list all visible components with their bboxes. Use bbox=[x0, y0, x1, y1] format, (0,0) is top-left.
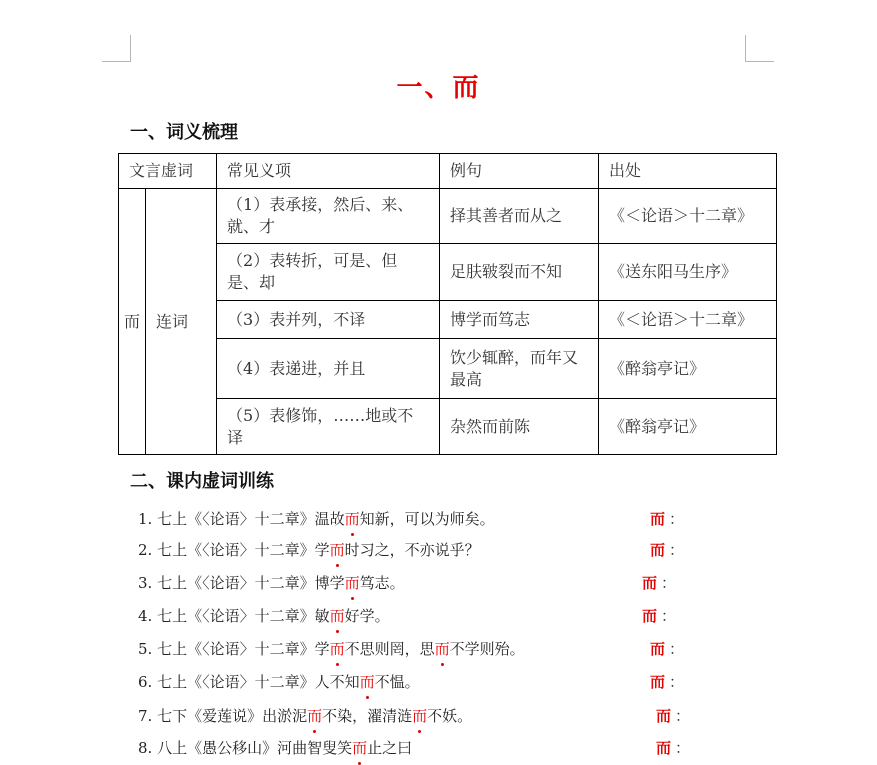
answer-blank[interactable]: 而 ： bbox=[642, 574, 677, 592]
meaning-cell: （5）表修饰，……地或不译 bbox=[217, 399, 440, 455]
answer-blank[interactable]: 而 ： bbox=[650, 541, 685, 559]
exercise-item: 6. 七上《〈论语〉十二章》人不知而不愠。 bbox=[138, 673, 420, 691]
exercise-item: 8. 八上《愚公移山》河曲智叟笑而止之曰 bbox=[138, 739, 413, 757]
example-cell: 杂然而前陈 bbox=[440, 399, 599, 455]
source-cell: 《＜论语＞十二章》 bbox=[599, 301, 777, 339]
emphasized-word: 而 bbox=[344, 574, 360, 592]
emphasized-word: 而 bbox=[412, 707, 428, 725]
section-heading-vocabulary: 一、词义梳理 bbox=[130, 122, 238, 143]
answer-blank[interactable]: 而 ： bbox=[642, 607, 677, 625]
exercise-item: 5. 七上《〈论语〉十二章》学而不思则罔，思而不学则殆。 bbox=[138, 640, 525, 658]
emphasized-word: 而 bbox=[329, 640, 345, 658]
header-cell: 例句 bbox=[440, 154, 599, 189]
header-cell: 出处 bbox=[599, 154, 777, 189]
part-of-speech-cell: 连词 bbox=[146, 189, 217, 455]
exercise-item: 4. 七上《〈论语〉十二章》敏而好学。 bbox=[138, 607, 390, 625]
answer-blank[interactable]: 而 ： bbox=[656, 707, 691, 725]
emphasized-word: 而 bbox=[359, 673, 375, 691]
emphasized-word: 而 bbox=[352, 739, 368, 757]
answer-blank[interactable]: 而 ： bbox=[650, 673, 685, 691]
header-cell: 文言虚词 bbox=[119, 154, 217, 189]
exercise-item: 3. 七上《〈论语〉十二章》博学而笃志。 bbox=[138, 574, 405, 592]
answer-blank[interactable]: 而 ： bbox=[650, 510, 685, 528]
exercise-item: 7. 七下《爱莲说》出淤泥而不染，濯清涟而不妖。 bbox=[138, 707, 473, 725]
source-cell: 《醉翁亭记》 bbox=[599, 399, 777, 455]
meaning-cell: （1）表承接，然后、来、就、才 bbox=[217, 189, 440, 244]
table-row bbox=[119, 399, 777, 455]
table-header-row bbox=[119, 154, 777, 189]
emphasized-word: 而 bbox=[434, 640, 450, 658]
meaning-cell: （2）表转折，可是、但是、却 bbox=[217, 244, 440, 301]
example-cell: 择其善者而从之 bbox=[440, 189, 599, 244]
emphasized-word: 而 bbox=[344, 510, 360, 528]
source-cell: 《送东阳马生序》 bbox=[599, 244, 777, 301]
page-corner-mark-top-right bbox=[745, 35, 774, 62]
emphasized-word: 而 bbox=[329, 607, 345, 625]
answer-blank[interactable]: 而 ： bbox=[650, 640, 685, 658]
page-corner-mark-top-left bbox=[102, 35, 131, 62]
table-row bbox=[119, 339, 777, 399]
vocabulary-table bbox=[118, 153, 777, 455]
header-cell: 常见义项 bbox=[217, 154, 440, 189]
word-cell: 而 bbox=[119, 189, 146, 455]
example-cell: 博学而笃志 bbox=[440, 301, 599, 339]
source-cell: 《＜论语＞十二章》 bbox=[599, 189, 777, 244]
source-cell: 《醉翁亭记》 bbox=[599, 339, 777, 399]
page-title: 一、而 bbox=[396, 73, 481, 103]
table-row bbox=[119, 244, 777, 301]
emphasized-word: 而 bbox=[329, 541, 345, 559]
meaning-cell: （3）表并列，不译 bbox=[217, 301, 440, 339]
exercise-item: 2. 七上《〈论语〉十二章》学而时习之，不亦说乎？ bbox=[138, 541, 480, 559]
exercise-item: 1. 七上《〈论语〉十二章》温故而知新，可以为师矣。 bbox=[138, 510, 495, 528]
example-cell: 饮少辄醉，而年又最高 bbox=[440, 339, 599, 399]
table-row bbox=[119, 189, 777, 244]
emphasized-word: 而 bbox=[307, 707, 323, 725]
answer-blank[interactable]: 而 ： bbox=[656, 739, 691, 757]
section-heading-exercises: 二、课内虚词训练 bbox=[130, 471, 274, 492]
table-row bbox=[119, 301, 777, 339]
example-cell: 足肤皲裂而不知 bbox=[440, 244, 599, 301]
meaning-cell: （4）表递进，并且 bbox=[217, 339, 440, 399]
